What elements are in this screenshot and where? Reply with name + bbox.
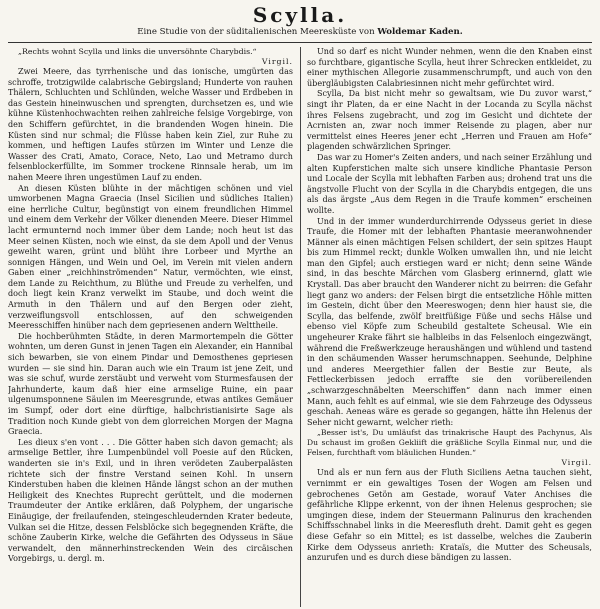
paragraph: Und so darf es nicht Wunder nehmen, wenn die den Knaben einst so furchtbare, gigantische Scylla, heut ihrer Schrecken entkleidet, zu einer mythischen Allegorie zusammenschrumpft, und auch von den übergläubigsten Calabriesinnen nicht mehr gefürchtet wird. bbox=[307, 47, 592, 88]
paragraph: An diesen Küsten blühte in der mächtigen schönen und viel umworbenen Magna Graecia (Insel Sicilien und südliches Italien) eine herrliche Cultur, begünstigt von einem freundlichen Himmel und einem dem Verkehr der Völker dienenden Meere. Dieser Himmel lacht ermunternd noch immer über dem Lande; noch heut ist das Meer seinen Küsten, noch wie einst, da sie dem Apoll und der Venus geweiht waren, grünt und blüht ihre Lorbeer und Myrthe an sonnigen Hängen, und Wein und Oel, im Verein mit vielen andern Gaben einer „reichhinströmenden“ Natur, vermöchten, wie einst, dem Lande zu Reichthum, zu Blüthe und Freude zu verhelfen, und doch liegt kein Kranz verwelkt im Staube, und doch weint die Armuth in den Thälern und auf den Bergen oder zieht, verzweiflungsvoll entschlossen, auf den schweigenden Meeresschiffen hinüber nach dem gepriesenen andern Welttheile. bbox=[8, 183, 293, 331]
paragraph: Zwei Meere, das tyrrhenische und das ionische, umgürten das schroffe, trotzigwilde calabrische Gebirgsland; Hunderte von rauhen Thälern, Schluchten und Schlünden, welche Wasser und Erdbeben in das Gestein hineinwuschen und sprengten, durchsetzen es, und wie kühne Küstenhochwachten reihen zahlreiche felsige Vorgebirge, von den Schiffern gefürchtet, in die brandenden Wogen hinein. Die Küsten sind nur schmal; die Flüsse haben kein Ziel, zur Ruhe zu kommen, und heftigen Laufes stürzen im Winter und Lenze die Wasser des Crati, Amato, Corace, Neto, Lao und Metramo durch felsenblockerfüllte, im Sommer trockene Rinnsale herab, um im nahen Meere ihren ungestümen Lauf zu enden. bbox=[8, 67, 293, 182]
paragraph: Und in der immer wunderdurchirrende Odysseus geriet in diese Traufe, die Homer mit der lebhaften Phantasie meeranwohnender Männer als einen mächtigen Felsen schildert, der sein spitzes Haupt bis zum Himmel reckt; dunkle Wolken umwallen ihn, und nie leicht man den Gipfel; auch erstiegen ward er nicht; denn seine Wände sind, in das beschte Märchen vom Glasberg erinnernd, glatt wie Krystall. Das aber braucht den Wanderer nicht zu beirren: die Gefahr liegt ganz wo anders: der Felsen birgt die entsetzliche Höhle mitten im Gestein, dicht über den Meereswogen; denn hier haust sie, die Scylla, das belfende, zwölf breitfüßige Füße und sechs Hälse und ebenso viel Köpfe zum Scheubild gestaltete Scheusal. Wie ein ungeheurer Krake fährt sie halbleibs in das Felsenloch eingezwängt, während die Freßwerkzeuge heraushängen und wühlend und tastend in den schäumenden Wasser herumschnappen. Seehunde, Delphine und anderes Meergethier fallen der Bestie zur Beute, als Fettleckerbissen jedoch erraffte sie den vorübereilenden „schwarzgeschnäbelten Meerschiffen“ dann nach immer einen Mann, auch fehlt es auf einmal, wie sie dem Fahrzeuge des Odysseus geschah. Aeneas wäre es gerade so gegangen, hätte ihn Helenus der Seher nicht gewarnt, welcher rieth: bbox=[307, 216, 592, 427]
paragraph: Scylla, Da bist nicht mehr so gewaltsam, wie Du zuvor warst,“ singt ihr Platen, da er eine Nacht in der Locanda zu Scylla nächst ihres Felsens zugebracht, und zog im Gesicht und dichtete der Acrnisten an, zwar noch immer Reisende zu plagen, aber nur vermittelst eines Heeres jener echt „Herren und Frauen am Hofe“ plagenden schwärzlichen Springer. bbox=[307, 89, 592, 152]
page-title: Scylla. bbox=[252, 3, 348, 27]
paragraph: Das war zu Homer's Zeiten anders, und nach seiner Erzählung und alten Kupferstichen malte sich unsere kindliche Phantasie Person und Locale der Scylla mit lebhaften Farben aus; drohend trat uns die ängstvolle Flucht von der Scylla in die Charybdis entgegen, die uns als das ärgste „Aus dem Regen in die Traufe kommen“ erscheinen wollte. bbox=[307, 152, 592, 215]
article-columns bbox=[8, 47, 592, 607]
left-column bbox=[8, 47, 293, 607]
column-divider bbox=[300, 47, 301, 607]
motto: „Rechts wohnt Scylla und links die unversöhnte Charybdis.“ bbox=[18, 47, 257, 56]
title-rule bbox=[8, 42, 592, 43]
paragraph: Die hochberühmten Städte, in deren Marmortempeln die Götter wohnten, um deren Gunst in jenen Tagen ein Alexander, ein Hannibal sich bewarben, sie von einem Pindar und Demosthenes gepriesen wurden — sie sind hin. Daran auch wie ein Traum ist jene Zeit, und was sie schuf, wurde zerstäubt und verweht vom Sturmesfausen der Jahrhunderte, kaum daß hier eine armselige Ruine, ein paar ulgenumsponnene Säulen im Meeresgrunde, etwas antikes Gemäuer im Sumpf, oder dort eine dürftige, halbchristianisirte Sage als Tradition noch Kunde giebt von dem glorreichen Morgen der Magna Graecia. bbox=[8, 331, 293, 437]
subtitle-text: Eine Studie von der süditalienischen Meeresküste von bbox=[137, 27, 375, 37]
subtitle bbox=[8, 27, 592, 38]
author-name: Woldemar Kaden. bbox=[377, 27, 463, 37]
verse-quote: „Besser ist's, Du umläufst das trinakrische Haupt des Pachynus, Als Du schaust im großen Gekliift die gräßliche Scylla Einmal nur, und die Felsen, furchthaft vom bläulichen Hunden.“ bbox=[307, 428, 592, 458]
quote-source: Virgil. bbox=[561, 458, 592, 468]
paragraph: Les dieux s'en vont . . . Die Götter haben sich davon gemacht; als armselige Bettler, ihre Lumpenbündel voll Poesie auf den Rücken, wanderten sie in's Exil, und in ihren verödeten Zauberpalästen richtete sich der finstre Verstand seinen Kohl. In unsern Kinderstuben haben die kleinen Hände längst schon an der muthen Heiligkeit des Knechtes Ruprecht gerüttelt, und die modernen Traumdeuter der Antike erklären, daß Polyphem, der ungarische Einäugige, der freilaufenden, steingeschleudernden Krater bedeute, Vulkan sei die Hitze, dessen Felsblöcke sich begegnenden Kräfte, die schöne Zauberin Kirke, welche die Gefährten des Odysseus in Säue verwandelt, den männerhinstreckenden Wein des circäischen Vorgebirgs, u. dergl. m. bbox=[8, 437, 293, 564]
motto-source: Virgil. bbox=[261, 57, 293, 66]
right-column bbox=[307, 47, 592, 607]
paragraph: Und als er nun fern aus der Fluth Siciliens Aetna tauchen sieht, vernimmt er ein gewaltiges Tosen der Wogen am Felsen und gebrochenes Getön am Gestade, worauf Vater Anchises die gefährliche Klippe erkennt, von der ihnen Helenus gesprochen; sie umgingen diese, indem der Steuermann Palinurus den krachenden Schiffsschnabel links in die Meeresfluth dreht. Damit geht es gegen diese Gefahr so ein Mittel; es ist dasselbe, welches die Zauberin Kirke dem Odysseus anrieth: Krataïs, die Mutter des Scheusals, anzurufen und es durch diese bändigen zu lassen. bbox=[307, 468, 592, 563]
